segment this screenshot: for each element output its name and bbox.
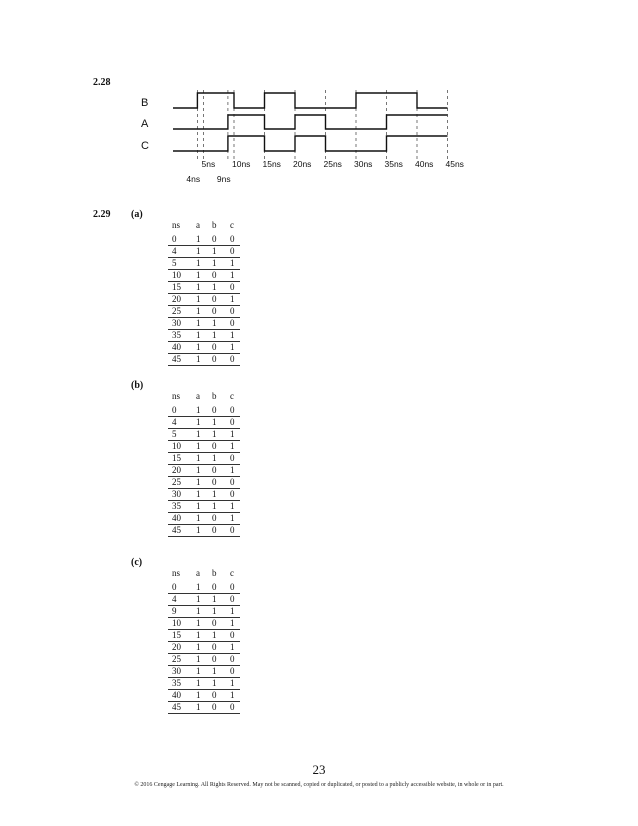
table-cell: 1: [226, 294, 240, 306]
table-cell: 0: [226, 306, 240, 318]
table-cell: 1: [208, 330, 226, 342]
table-cell: 10: [168, 441, 192, 453]
table-cell: 1: [192, 666, 208, 678]
table-cell: 1: [192, 405, 208, 417]
signal-label-A: A: [141, 118, 149, 130]
table-cell: 1: [192, 441, 208, 453]
table-cell: 15: [168, 282, 192, 294]
table-cell: 0: [226, 453, 240, 465]
table-cell: 1: [192, 654, 208, 666]
table-cell: 0: [208, 582, 226, 594]
table-cell: 1: [226, 342, 240, 354]
table-row: [168, 666, 240, 678]
table-cell: 1: [208, 489, 226, 501]
table-row: [168, 282, 240, 294]
table-cell: 1: [192, 453, 208, 465]
table-cell: 0: [208, 477, 226, 489]
table-cell: 0: [226, 234, 240, 246]
table-cell: 1: [208, 429, 226, 441]
column-header-c: c: [230, 567, 234, 578]
time-label: 20ns: [293, 159, 312, 169]
table-cell: 1: [192, 489, 208, 501]
time-label: 10ns: [232, 159, 251, 169]
column-header-b: b: [212, 390, 217, 401]
table-cell: 4: [168, 594, 192, 606]
table-cell: 10: [168, 270, 192, 282]
problem-number-2-29: 2.29: [93, 209, 111, 220]
table-cell: 1: [192, 234, 208, 246]
table-cell: 1: [192, 318, 208, 330]
table-cell: 10: [168, 618, 192, 630]
table-row: [168, 501, 240, 513]
table-cell: 0: [208, 702, 226, 714]
table-cell: 0: [226, 246, 240, 258]
table-cell: 0: [226, 582, 240, 594]
table-row: [168, 477, 240, 489]
table-header-row: [168, 218, 240, 234]
table-row: [168, 306, 240, 318]
table-cell: 0: [208, 306, 226, 318]
time-label: 40ns: [415, 159, 434, 169]
table-cell: 1: [208, 282, 226, 294]
table-cell: 1: [208, 318, 226, 330]
truth-table-c: [168, 566, 240, 714]
table-row: [168, 525, 240, 537]
timing-diagram: [135, 88, 465, 190]
table-cell: 1: [192, 678, 208, 690]
part-a-label: (a): [131, 209, 143, 220]
time-label: 25ns: [323, 159, 342, 169]
table-cell: 1: [208, 246, 226, 258]
table-cell: 1: [226, 678, 240, 690]
table-row: [168, 489, 240, 501]
table-cell: 1: [192, 342, 208, 354]
table-row: [168, 594, 240, 606]
table-row: [168, 702, 240, 714]
table-cell: 1: [192, 501, 208, 513]
table-cell: 1: [208, 258, 226, 270]
table-cell: 1: [192, 270, 208, 282]
table-cell: 45: [168, 354, 192, 366]
table-row: [168, 354, 240, 366]
table-cell: 40: [168, 342, 192, 354]
table-header-row: [168, 389, 240, 405]
column-header-ns: ns: [172, 390, 181, 401]
time-label: 30ns: [354, 159, 373, 169]
part-c-label: (c): [131, 557, 143, 568]
time-label: 9ns: [216, 174, 231, 184]
table-cell: 1: [192, 525, 208, 537]
table-cell: 1: [208, 453, 226, 465]
table-row: [168, 630, 240, 642]
table-cell: 0: [208, 618, 226, 630]
table-cell: 1: [226, 441, 240, 453]
table-cell: 0: [226, 489, 240, 501]
table-cell: 0: [226, 282, 240, 294]
table-cell: 1: [192, 330, 208, 342]
table-cell: 1: [226, 258, 240, 270]
table-cell: 1: [226, 513, 240, 525]
table-cell: 25: [168, 654, 192, 666]
table-cell: 1: [226, 606, 240, 618]
table-cell: 35: [168, 330, 192, 342]
table-row: [168, 465, 240, 477]
table-cell: 1: [192, 690, 208, 702]
table-cell: 0: [208, 513, 226, 525]
table-cell: 4: [168, 417, 192, 429]
table-cell: 1: [226, 270, 240, 282]
table-cell: 1: [226, 690, 240, 702]
table-row: [168, 441, 240, 453]
table-cell: 0: [208, 342, 226, 354]
table-row: [168, 582, 240, 594]
table-cell: 30: [168, 666, 192, 678]
table-cell: 0: [168, 582, 192, 594]
table-cell: 0: [226, 354, 240, 366]
table-cell: 0: [168, 405, 192, 417]
table-header-row: [168, 566, 240, 582]
table-cell: 1: [208, 417, 226, 429]
table-row: [168, 234, 240, 246]
table-cell: 1: [192, 246, 208, 258]
table-row: [168, 246, 240, 258]
table-cell: 20: [168, 294, 192, 306]
table-cell: 4: [168, 246, 192, 258]
table-cell: 0: [208, 294, 226, 306]
table-cell: 1: [192, 417, 208, 429]
table-cell: 1: [192, 630, 208, 642]
waveform-A: [173, 115, 448, 129]
waveform-B: [173, 93, 448, 108]
table-cell: 45: [168, 525, 192, 537]
table-cell: 25: [168, 477, 192, 489]
table-cell: 1: [208, 630, 226, 642]
column-header-b: b: [212, 219, 217, 230]
table-cell: 1: [192, 465, 208, 477]
column-header-ns: ns: [172, 567, 181, 578]
table-row: [168, 270, 240, 282]
column-header-a: a: [196, 390, 200, 401]
table-row: [168, 429, 240, 441]
table-cell: 0: [226, 654, 240, 666]
time-label: 4ns: [186, 174, 201, 184]
table-cell: 20: [168, 465, 192, 477]
table-cell: 1: [208, 678, 226, 690]
problem-number-2-28: 2.28: [93, 77, 111, 88]
table-row: [168, 690, 240, 702]
table-cell: 1: [226, 330, 240, 342]
table-row: [168, 258, 240, 270]
table-cell: 35: [168, 678, 192, 690]
table-row: [168, 618, 240, 630]
table-cell: 1: [192, 606, 208, 618]
table-row: [168, 342, 240, 354]
table-row: [168, 642, 240, 654]
table-row: [168, 405, 240, 417]
table-cell: 0: [208, 441, 226, 453]
time-label: 5ns: [201, 159, 216, 169]
copyright-notice: © 2016 Cengage Learning. All Rights Reserved. May not be scanned, copied or duplicated, or posted to a publicly accessible website, in whole or in part.: [134, 782, 504, 788]
table-cell: 0: [208, 465, 226, 477]
table-cell: 1: [192, 294, 208, 306]
column-header-a: a: [196, 219, 200, 230]
truth-table-b: [168, 389, 240, 537]
table-cell: 0: [226, 477, 240, 489]
column-header-a: a: [196, 567, 200, 578]
table-row: [168, 606, 240, 618]
table-cell: 1: [226, 465, 240, 477]
table-cell: 1: [192, 306, 208, 318]
table-cell: 0: [208, 642, 226, 654]
table-cell: 0: [226, 666, 240, 678]
table-cell: 1: [192, 594, 208, 606]
table-cell: 9: [168, 606, 192, 618]
table-cell: 1: [226, 429, 240, 441]
table-cell: 0: [226, 702, 240, 714]
part-b-label: (b): [131, 380, 144, 391]
table-cell: 1: [208, 666, 226, 678]
table-cell: 0: [226, 594, 240, 606]
table-cell: 1: [208, 606, 226, 618]
table-cell: 30: [168, 318, 192, 330]
time-label: 15ns: [262, 159, 281, 169]
table-cell: 1: [192, 618, 208, 630]
table-cell: 0: [208, 234, 226, 246]
column-header-c: c: [230, 219, 234, 230]
table-cell: 1: [208, 501, 226, 513]
table-row: [168, 417, 240, 429]
table-cell: 1: [192, 354, 208, 366]
table-cell: 25: [168, 306, 192, 318]
truth-table-a: [168, 218, 240, 366]
table-row: [168, 453, 240, 465]
table-cell: 0: [226, 318, 240, 330]
table-cell: 0: [226, 525, 240, 537]
table-cell: 1: [192, 642, 208, 654]
table-row: [168, 318, 240, 330]
table-cell: 5: [168, 429, 192, 441]
table-cell: 1: [192, 477, 208, 489]
table-cell: 0: [208, 654, 226, 666]
table-cell: 30: [168, 489, 192, 501]
table-cell: 1: [192, 702, 208, 714]
table-cell: 45: [168, 702, 192, 714]
signal-label-B: B: [141, 97, 149, 109]
table-cell: 0: [226, 405, 240, 417]
signal-label-C: C: [141, 140, 149, 152]
page-number: 23: [312, 762, 326, 777]
table-cell: 1: [226, 618, 240, 630]
waveform-C: [173, 136, 448, 151]
table-cell: 35: [168, 501, 192, 513]
table-cell: 1: [192, 513, 208, 525]
table-cell: 5: [168, 258, 192, 270]
table-cell: 40: [168, 513, 192, 525]
table-cell: 0: [208, 354, 226, 366]
table-cell: 0: [208, 270, 226, 282]
table-cell: 0: [168, 234, 192, 246]
table-cell: 0: [226, 630, 240, 642]
table-cell: 1: [226, 642, 240, 654]
table-row: [168, 513, 240, 525]
time-label: 45ns: [445, 159, 464, 169]
table-cell: 15: [168, 630, 192, 642]
table-cell: 1: [192, 258, 208, 270]
table-row: [168, 330, 240, 342]
column-header-c: c: [230, 390, 234, 401]
timing-diagram-svg: [135, 88, 465, 190]
table-cell: 0: [208, 690, 226, 702]
table-cell: 0: [208, 525, 226, 537]
table-cell: 1: [192, 429, 208, 441]
table-cell: 1: [208, 594, 226, 606]
time-label: 35ns: [384, 159, 403, 169]
column-header-b: b: [212, 567, 217, 578]
table-cell: 0: [208, 405, 226, 417]
table-cell: 40: [168, 690, 192, 702]
table-row: [168, 678, 240, 690]
table-cell: 20: [168, 642, 192, 654]
table-cell: 1: [226, 501, 240, 513]
table-row: [168, 294, 240, 306]
table-cell: 0: [226, 417, 240, 429]
table-cell: 1: [192, 282, 208, 294]
table-cell: 1: [192, 582, 208, 594]
table-row: [168, 654, 240, 666]
table-cell: 15: [168, 453, 192, 465]
column-header-ns: ns: [172, 219, 181, 230]
